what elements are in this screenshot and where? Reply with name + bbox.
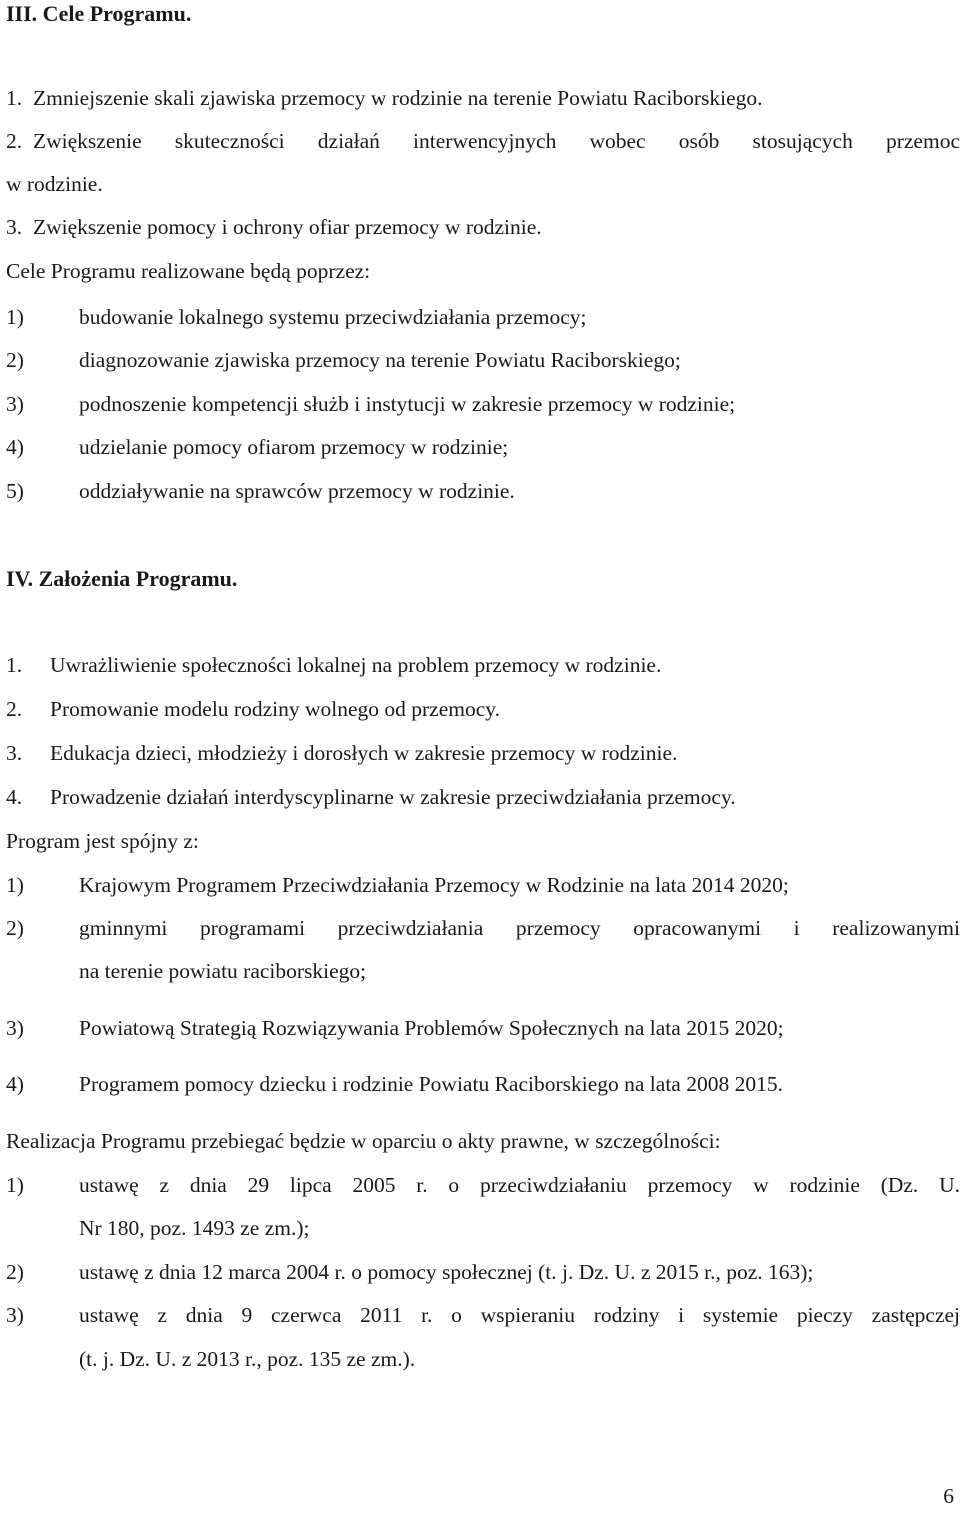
page-number: 6 — [943, 1484, 954, 1508]
legal-text: ustawę z dnia 29 lipca 2005 r. o przeciwdziałaniu przemocy w rodzinie (Dz. U. — [79, 1173, 960, 1197]
means-number: 3) — [6, 392, 24, 416]
coherence-number: 4) — [6, 1072, 24, 1096]
goal-number: 2. — [6, 129, 23, 153]
assumption-text: Uwrażliwienie społeczności lokalnej na problem przemocy w rodzinie. — [50, 653, 662, 677]
assumption-number: 4. — [6, 785, 23, 809]
means-number: 1) — [6, 305, 24, 329]
legal-number: 1) — [6, 1173, 24, 1197]
legal-number: 3) — [6, 1303, 24, 1327]
assumption-number: 1. — [6, 653, 23, 677]
means-text: oddziaływanie na sprawców przemocy w rodzinie. — [79, 479, 515, 503]
means-text: budowanie lokalnego systemu przeciwdziałania przemocy; — [79, 305, 587, 329]
legal-text: ustawę z dnia 12 marca 2004 r. o pomocy społecznej (t. j. Dz. U. z 2015 r., poz. 163); — [79, 1260, 814, 1284]
means-intro: Cele Programu realizowane będą poprzez: — [6, 259, 371, 283]
coherence-number: 2) — [6, 916, 24, 940]
coherence-item-2-continuation: na terenie powiatu raciborskiego; — [79, 959, 367, 983]
coherence-number: 3) — [6, 1016, 24, 1040]
coherence-text: Powiatową Strategią Rozwiązywania Problemów Społecznych na lata 2015 2020; — [79, 1016, 784, 1040]
section-heading-3: III. Cele Programu. — [6, 1, 192, 26]
means-number: 5) — [6, 479, 24, 503]
goal-text: Zwiększenie skuteczności działań interwencyjnych wobec osób stosujących przemoc — [33, 129, 960, 153]
legal-item-1-continuation: Nr 180, poz. 1493 ze zm.); — [79, 1216, 310, 1240]
assumption-number: 3. — [6, 741, 23, 765]
coherence-number: 1) — [6, 873, 24, 897]
assumption-text: Edukacja dzieci, młodzieży i dorosłych w zakresie przemocy w rodzinie. — [50, 741, 678, 765]
goal-number: 1. — [6, 86, 23, 110]
goal-number: 3. — [6, 215, 23, 239]
assumption-text: Promowanie modelu rodziny wolnego od przemocy. — [50, 697, 500, 721]
goal-text: Zwiększenie pomocy i ochrony ofiar przemocy w rodzinie. — [33, 215, 542, 239]
assumption-number: 2. — [6, 697, 23, 721]
means-text: diagnozowanie zjawiska przemocy na terenie Powiatu Raciborskiego; — [79, 348, 681, 372]
goal-text: Zmniejszenie skali zjawiska przemocy w rodzinie na terenie Powiatu Raciborskiego. — [33, 86, 763, 110]
legal-text: ustawę z dnia 9 czerwca 2011 r. o wspieraniu rodziny i systemie pieczy zastępczej — [79, 1303, 960, 1327]
means-text: udzielanie pomocy ofiarom przemocy w rodzinie; — [79, 435, 509, 459]
legal-number: 2) — [6, 1260, 24, 1284]
coherence-intro: Program jest spójny z: — [6, 829, 199, 853]
coherence-text: gminnymi programami przeciwdziałania przemocy opracowanymi i realizowanymi — [79, 916, 960, 940]
means-text: podnoszenie kompetencji służb i instytucji w zakresie przemocy w rodzinie; — [79, 392, 736, 416]
section-heading-4: IV. Założenia Programu. — [6, 566, 238, 591]
legal-intro: Realizacja Programu przebiegać będzie w oparciu o akty prawne, w szczególności: — [6, 1129, 721, 1153]
means-number: 4) — [6, 435, 24, 459]
coherence-text: Krajowym Programem Przeciwdziałania Przemocy w Rodzinie na lata 2014 2020; — [79, 873, 789, 897]
goal-item-2-continuation: w rodzinie. — [6, 172, 103, 196]
coherence-text: Programem pomocy dziecku i rodzinie Powiatu Raciborskiego na lata 2008 2015. — [79, 1072, 783, 1096]
means-number: 2) — [6, 348, 24, 372]
assumption-text: Prowadzenie działań interdyscyplinarne w zakresie przeciwdziałania przemocy. — [50, 785, 736, 809]
legal-item-3-continuation: (t. j. Dz. U. z 2013 r., poz. 135 ze zm.). — [79, 1347, 416, 1371]
